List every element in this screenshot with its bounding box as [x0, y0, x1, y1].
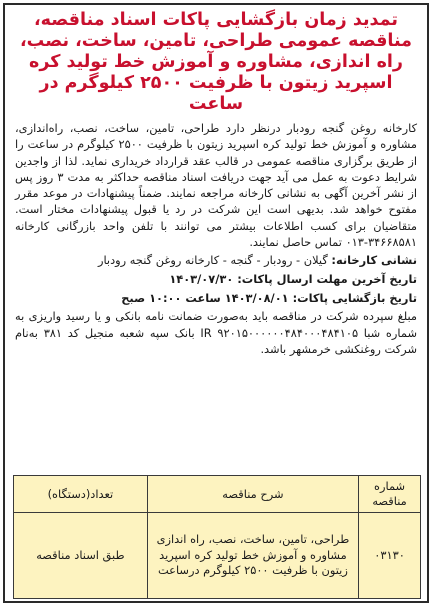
opening-line: تاریخ بازگشایی پاکات: ۱۴۰۳/۰۸/۰۱ ساعت ۱۰:۰۰ صبح — [121, 291, 417, 306]
header-quantity: تعداد(دستگاه) — [14, 476, 148, 513]
address-value: گیلان - رودبار - گنجه - کارخانه روغن گنجه رودبار — [97, 253, 328, 268]
cell-quantity: طبق اسناد مناقصه — [14, 513, 148, 599]
header-number: شماره مناقصه — [359, 476, 421, 513]
deadline-line: تاریخ آخرین مهلت ارسال پاکات: ۱۴۰۳/۰۷/۳۰ — [169, 272, 417, 287]
notice-body: کارخانه روغن گنجه رودبار درنظر دارد طراحی، تامین، ساخت، نصب، راه‌اندازی، مشاوره و آموزش خط تولید کره اسپرید زیتون با ظرفیت ۲۵۰۰ کیلوگرم در ساعت را از طریق برگزاری مناقصه عمومی در قالب عقد قرارداد خریداری نماید. لذا از واجدین شرایط دعوت به عمل می آید جهت دریافت اسناد مناقصه حداکثر به مدت ۳ روز پس از نشر آخرین آگهی به نشانی کارخانه مراجعه نمایند. ضمناً پیشنهادات در موعد مقرر مفتوح خواهد شد. بدیهی است این شرکت در رد یا قبول پیشنهادات مختار است. متقاضیان برای کسب اطلاعات بیشتر می توانند با تلفن واحد بازرگانی کارخانه ۳۴۶۶۸۵۸۱-۰۱۳ تماس حاصل نمایند. — [15, 121, 418, 250]
table-row — [14, 513, 421, 599]
notice-frame — [3, 3, 429, 603]
deposit-text: مبلغ سپرده شرکت در مناقصه باید به‌صورت ضمانت نامه بانکی و یا رسید واریزی به شماره شبا IR ۹۲۰۱۵۰۰۰۰۰۰۴۸۴۰۰۰۴۸۴۱۰۵ بانک سپه شعبه منجیل کد ۳۸۱ به‌نام شرکت روغنکشی خرمشهر باشد. — [15, 309, 418, 356]
tender-table — [13, 475, 421, 599]
table-header-row — [14, 476, 421, 513]
cell-number: ۰۳۱۳۰ — [359, 513, 421, 599]
address-label: نشانی کارخانه: — [331, 253, 417, 268]
cell-description: طراحی، تامین، ساخت، نصب، راه اندازی مشاوره و آموزش خط تولید کره اسپرید زیتون با ظرفیت ۲۵۰۰ کیلوگرم درساعت — [147, 513, 358, 599]
notice-headline: تمدید زمان بازگشایی پاکات اسناد مناقصه، مناقصه عمومی طراحی، تامین، ساخت، نصب، راه اندازی، مشاوره و آموزش خط تولید کره اسپرید زیتون با ظرفیت ۲۵۰۰ کیلوگرم در ساعت — [20, 10, 412, 114]
header-description: شرح مناقصه — [147, 476, 358, 513]
address-line — [15, 252, 417, 269]
